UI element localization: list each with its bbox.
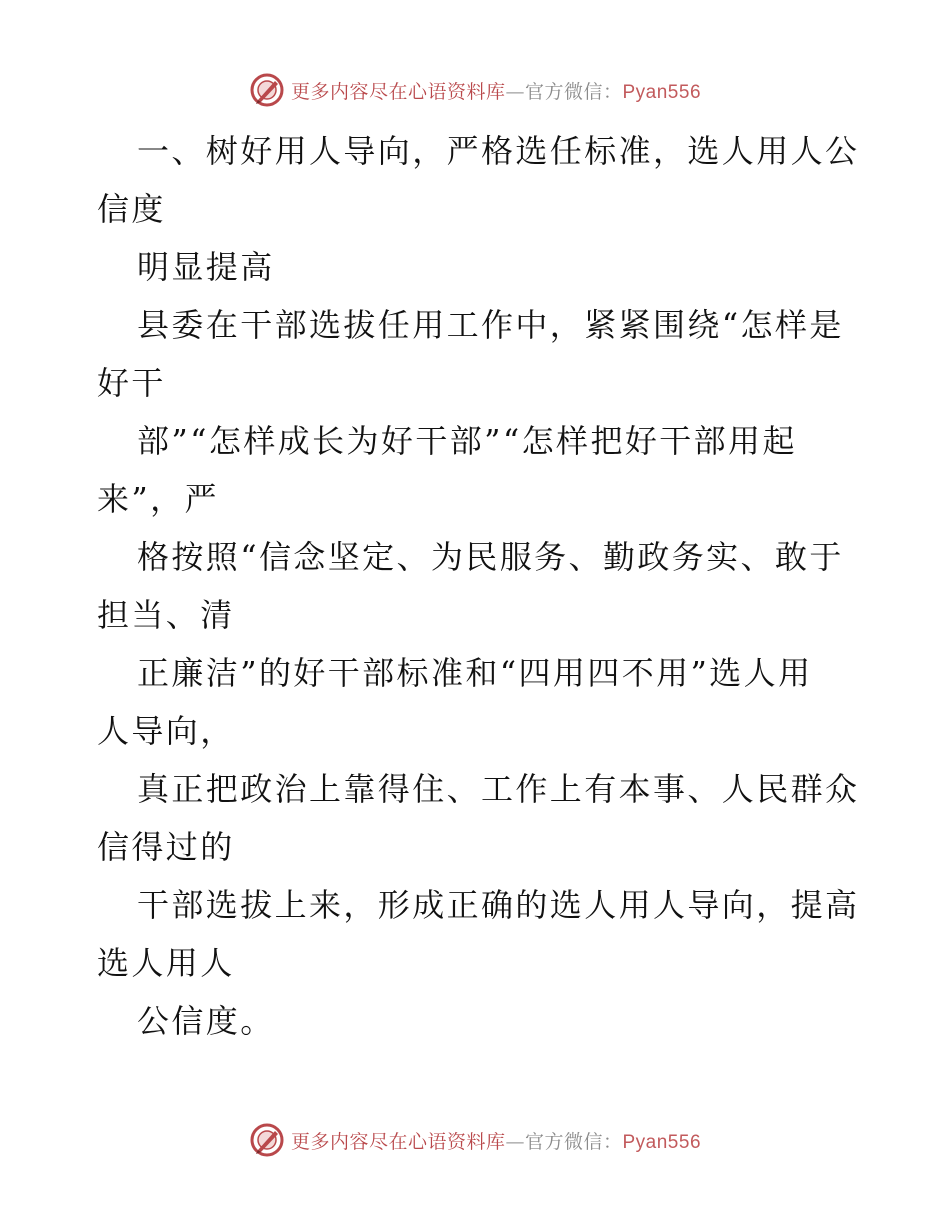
watermark-wechat-id: Pyan556 — [622, 1131, 702, 1153]
quill-pen-logo-icon — [249, 72, 285, 108]
paragraph-line: 部”“怎样成长为好干部”“怎样把好干部用起 — [137, 422, 797, 460]
watermark-wechat-id: Pyan556 — [622, 81, 702, 103]
watermark-main-text: 更多内容尽在心语资料库 — [290, 80, 506, 103]
paragraph-line: 来”，严 — [97, 480, 219, 518]
paragraph-line: 担当、清 — [97, 596, 235, 634]
paragraph-line: 明显提高 — [137, 248, 275, 286]
watermark-official-label: 官方微信： — [524, 1130, 623, 1153]
watermark-separator: — — [505, 1130, 525, 1153]
paragraph-line: 正廉洁”的好干部标准和“四用四不用”选人用 — [137, 654, 813, 692]
watermark-text — [291, 1127, 701, 1154]
paragraph-line: 一、树好用人导向，严格选任标准，选人用人公 — [137, 132, 860, 170]
paragraph-line: 信度 — [97, 190, 166, 228]
paragraph-line: 信得过的 — [97, 828, 235, 866]
watermark-main-text: 更多内容尽在心语资料库 — [290, 1130, 506, 1153]
watermark-text — [291, 77, 701, 104]
document-body — [97, 122, 860, 1050]
watermark-footer — [0, 1120, 950, 1160]
watermark-header — [0, 70, 950, 110]
paragraph-line: 真正把政治上靠得住、工作上有本事、人民群众 — [137, 770, 860, 808]
paragraph-line: 县委在干部选拔任用工作中，紧紧围绕“怎样是 — [137, 306, 844, 344]
paragraph-line: 选人用人 — [97, 944, 235, 982]
paragraph-line: 格按照“信念坚定、为民服务、勤政务实、敢于 — [137, 538, 844, 576]
paragraph-line: 人导向， — [97, 712, 235, 750]
watermark-separator: — — [505, 80, 525, 103]
paragraph-line: 公信度。 — [137, 1002, 275, 1040]
quill-pen-logo-icon — [249, 1122, 285, 1158]
watermark-official-label: 官方微信： — [524, 80, 623, 103]
paragraph-line: 干部选拔上来，形成正确的选人用人导向，提高 — [137, 886, 860, 924]
paragraph-line: 好干 — [97, 364, 166, 402]
